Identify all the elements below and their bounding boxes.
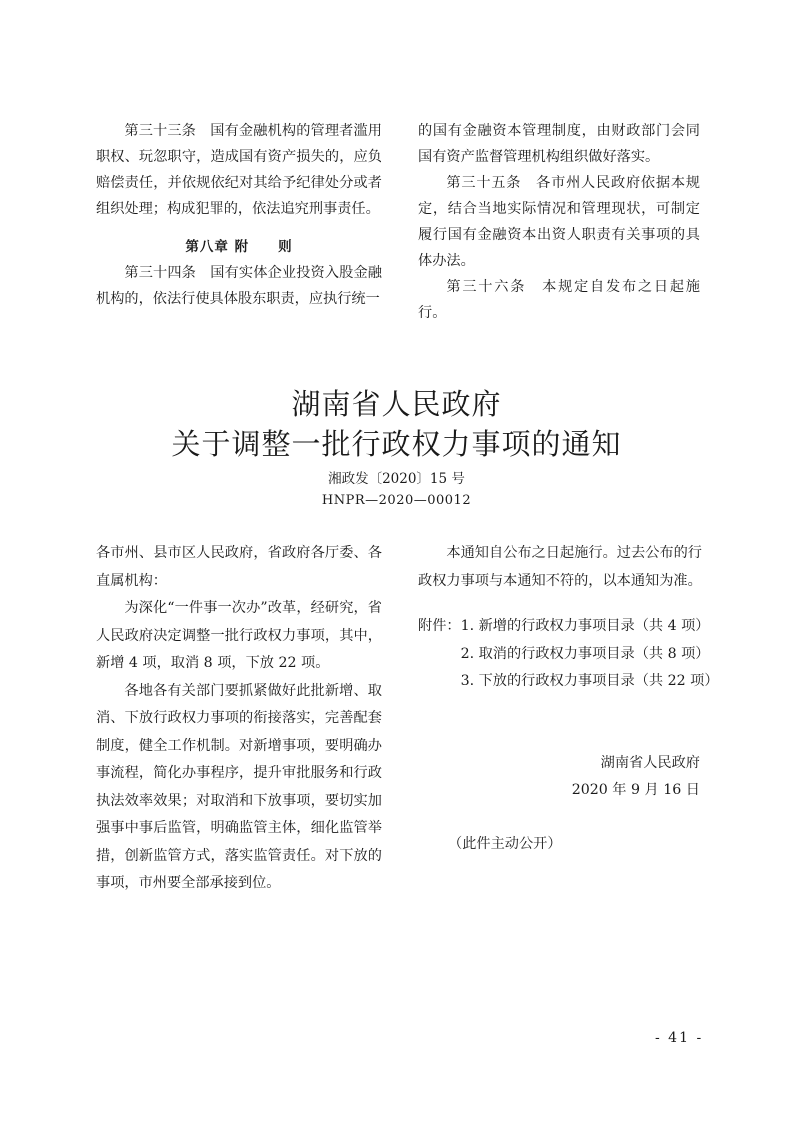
notice-header — [0, 384, 793, 512]
article-33: 第三十三条 国有金融机构的管理者滥用职权、玩忽职守，造成国有资产损失的，应负赔偿责任，并依规依纪对其给予纪律处分或者组织处理；构成犯罪的，依法追究刑事责任。 — [96, 123, 382, 217]
page-number: - 41 - — [655, 1030, 704, 1046]
attachment-item-2: 2. 取消的行政权力事项目录（共 8 项） — [460, 645, 710, 662]
paragraph-1: 为深化“一件事一次办”改革，经研究，省人民政府决定调整一批行政权力事项，其中，新增 4 项，取消 8 项，下放 22 项。 — [96, 600, 382, 671]
attachments-block — [418, 613, 719, 696]
attachment-item-1: 1. 新增的行政权力事项目录（共 4 项） — [460, 618, 710, 634]
notice-title-line2: 关于调整一批行政权力事项的通知 — [171, 427, 622, 461]
attachment-item-3: 3. 下放的行政权力事项目录（共 22 项） — [460, 673, 719, 689]
issue-date: 2020 年 9 月 16 日 — [571, 782, 700, 798]
disclosure-note: （此件主动公开） — [448, 835, 562, 852]
attachment-list — [461, 613, 719, 696]
paragraph-3: 本通知自公布之日起施行。过去公布的行政权力事项与本通知不符的，以本通知为准。 — [418, 545, 702, 589]
prev-section-right-column — [418, 118, 700, 326]
chapter-heading: 第八章 附 则 — [185, 239, 293, 255]
notice-body-left-column — [96, 540, 382, 898]
paragraph-2: 各地各有关部门要抓紧做好此批新增、取消、下放行政权力事项的衔接落实，完善配套制度，健全工作机制。对新增事项，要明确办事流程，简化办事程序，提升审批服务和行政执法效率效果；对取消和下放事项，要切实加强事中事后监管，明确监管主体，细化监管举措，创新监管方式，落实监管责任。对下放的事项，市州要全部承接到位。 — [96, 682, 382, 891]
article-34-continued: 的国有金融资本管理制度，由财政部门会同国有资产监督管理机构组织做好落实。 — [418, 123, 700, 165]
notice-title-line1: 湖南省人民政府 — [291, 387, 502, 421]
article-35: 第三十五条 各市州人民政府依据本规定，结合当地实际情况和管理现状，可制定履行国有金融资本出资人职责有关事项的具体办法。 — [418, 175, 700, 269]
article-34: 第三十四条 国有实体企业投资入股金融机构的，依法行使具体股东职责，应执行统一 — [96, 265, 382, 307]
document-number: 湘政发〔2020〕15 号 — [328, 471, 465, 487]
addressee: 各市州、县市区人民政府，省政府各厅委、各直属机构： — [96, 545, 382, 589]
article-36: 第三十六条 本规定自发布之日起施行。 — [418, 279, 700, 321]
attachment-label: 附件： — [418, 618, 461, 634]
notice-body-right-column — [418, 540, 719, 858]
signer: 湖南省人民政府 — [600, 754, 700, 771]
prev-section-left-column — [96, 118, 382, 312]
hnpr-code: HNPR—2020—00012 — [321, 493, 472, 508]
